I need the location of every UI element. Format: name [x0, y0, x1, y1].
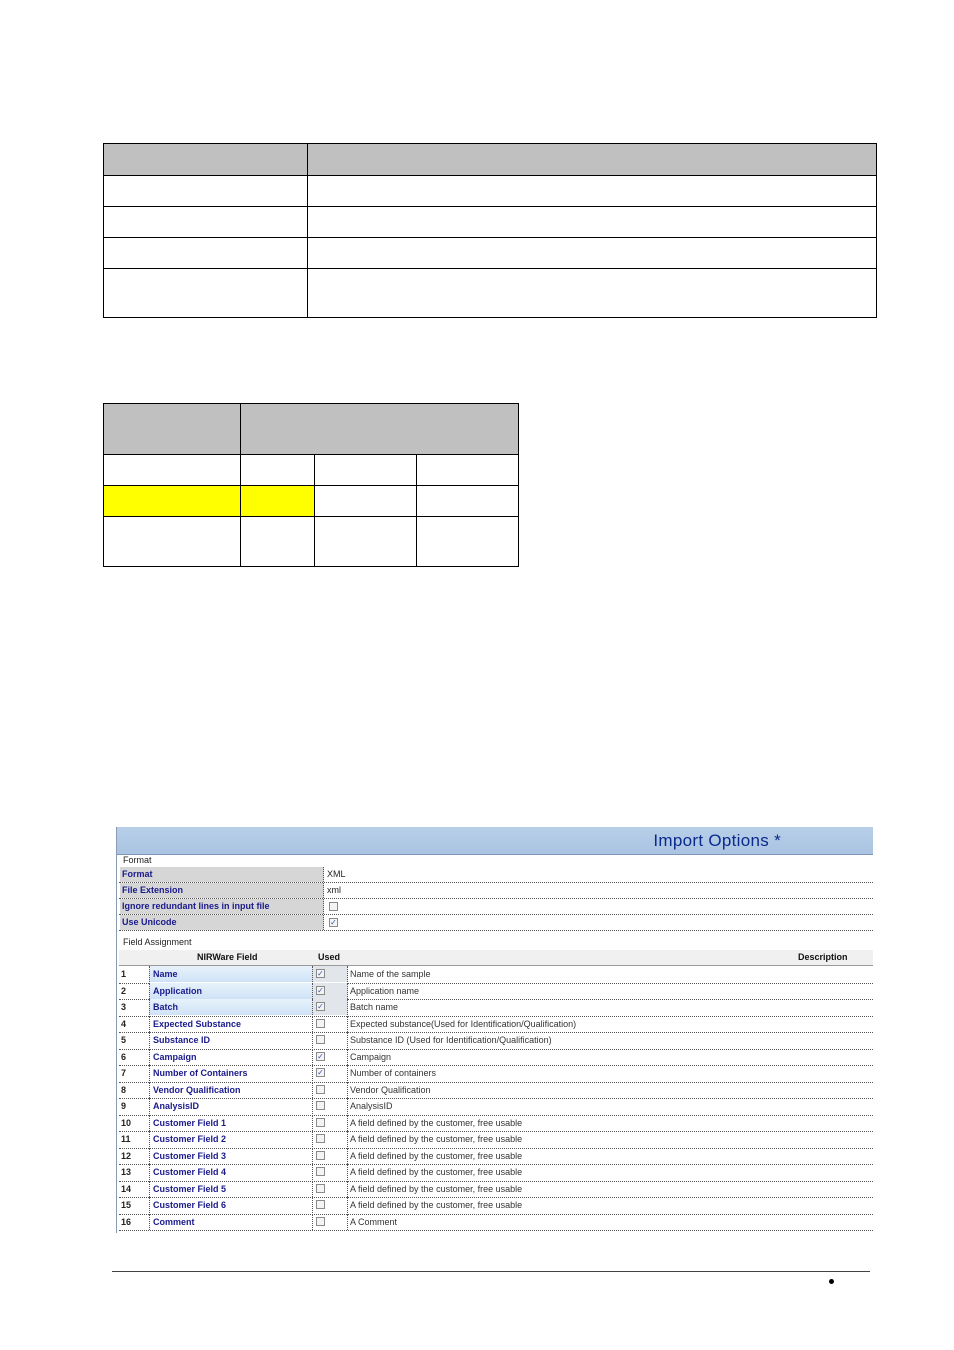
table2-cell	[241, 455, 315, 486]
checkbox-icon[interactable]	[316, 1217, 325, 1226]
field-row-number: 15	[121, 1200, 132, 1210]
field-row[interactable]	[119, 1065, 873, 1083]
field-row-name[interactable]: Expected Substance	[149, 1016, 313, 1032]
table2-cell	[241, 517, 315, 567]
field-row-used-cell	[313, 1016, 348, 1032]
field-row-name[interactable]: Comment	[149, 1214, 313, 1230]
field-row-number: 11	[121, 1134, 131, 1144]
format-row-label: Ignore redundant lines in input file	[120, 899, 324, 914]
format-section-label: Format	[123, 855, 152, 865]
table2-cell	[315, 455, 417, 486]
field-row-description: A field defined by the customer, free usable	[350, 1200, 523, 1210]
table1-cell	[104, 238, 308, 269]
field-row-description: Campaign	[350, 1051, 392, 1062]
table2-cell	[315, 517, 417, 567]
table2-cell	[104, 517, 241, 567]
field-row-description: Expected substance(Used for Identification/Qualification)	[350, 1018, 577, 1029]
table2-header-cell	[104, 404, 241, 455]
field-row-used-cell	[313, 966, 348, 982]
field-assignment-section-label: Field Assignment	[123, 937, 192, 947]
table1-cell	[308, 269, 877, 318]
field-row-number: 5	[121, 1035, 127, 1045]
field-row-used-cell	[313, 1131, 348, 1147]
format-row-label: Use Unicode	[120, 915, 324, 930]
checkbox-icon[interactable]	[316, 1151, 325, 1160]
checkbox-icon[interactable]	[316, 1184, 325, 1193]
column-header-description[interactable]: Description	[798, 952, 848, 962]
field-row-used-cell	[313, 1049, 348, 1065]
field-row-number: 10	[121, 1117, 132, 1128]
column-header-used[interactable]: Used	[318, 952, 341, 962]
checkbox-icon[interactable]: ✓	[317, 1002, 324, 1011]
field-row-number: 1	[121, 969, 127, 979]
table1-cell	[104, 207, 308, 238]
format-row-value[interactable]: XML	[327, 869, 346, 879]
checkbox-icon[interactable]	[329, 902, 338, 911]
field-row-description: Name of the sample	[350, 969, 431, 979]
field-row-name[interactable]: Application	[149, 983, 313, 999]
table2-cell	[104, 455, 241, 486]
table1-cell	[308, 207, 877, 238]
field-row-used-cell	[313, 1214, 348, 1230]
field-row-description: A field defined by the customer, free usable	[350, 1183, 523, 1194]
column-header-nirware-field[interactable]: NIRWare Field	[197, 952, 258, 962]
field-row[interactable]	[119, 1164, 873, 1182]
checkbox-icon[interactable]	[316, 1085, 325, 1094]
field-row-description: Batch name	[350, 1002, 399, 1012]
field-row-name[interactable]: Customer Field 6	[149, 1197, 313, 1213]
field-row-description: A field defined by the customer, free usable	[350, 1150, 523, 1161]
format-row-label: Format	[120, 867, 324, 882]
field-row-description: Vendor Qualification	[350, 1084, 431, 1095]
table2-cell	[417, 455, 519, 486]
field-row-used-cell	[313, 1082, 348, 1098]
table1-cell	[104, 176, 308, 207]
field-row-used-cell	[313, 999, 348, 1015]
checkbox-icon[interactable]: ✓	[317, 1051, 324, 1061]
checkbox-icon[interactable]	[316, 1167, 325, 1176]
checkbox-icon[interactable]: ✓	[317, 985, 324, 995]
field-row[interactable]	[119, 1049, 873, 1067]
field-row-name[interactable]: Number of Containers	[149, 1065, 313, 1081]
table2-highlight-cell	[104, 486, 241, 517]
format-row	[119, 867, 873, 883]
field-row[interactable]	[119, 1115, 873, 1133]
field-row-used-cell	[313, 1032, 348, 1048]
checkbox-icon[interactable]	[316, 1019, 325, 1028]
checkbox-icon[interactable]	[316, 1101, 325, 1110]
field-row-description: A Comment	[350, 1216, 398, 1227]
table2-cell	[315, 486, 417, 517]
checkbox-icon[interactable]: ✓	[317, 969, 324, 978]
format-row	[119, 899, 873, 915]
checkbox-icon[interactable]: ✓	[317, 1068, 324, 1077]
field-row[interactable]	[119, 983, 873, 1001]
field-row-number: 4	[121, 1018, 127, 1029]
field-row-used-cell	[313, 1065, 348, 1081]
field-row-description: A field defined by the customer, free usable	[350, 1167, 523, 1177]
field-row-used-cell	[313, 1098, 348, 1114]
field-row-used-cell	[313, 1164, 348, 1180]
checkbox-icon[interactable]	[316, 1134, 325, 1143]
field-row[interactable]	[119, 966, 873, 984]
footer-rule	[112, 1271, 870, 1272]
format-row	[119, 915, 873, 931]
format-row-label: File Extension	[120, 883, 324, 898]
format-row	[119, 883, 873, 899]
field-row-name[interactable]: Substance ID	[149, 1032, 313, 1048]
field-row-used-cell	[313, 1181, 348, 1197]
field-row[interactable]	[119, 1148, 873, 1166]
field-row-number: 13	[121, 1167, 132, 1177]
field-row[interactable]	[119, 1214, 873, 1232]
field-row-name[interactable]: Vendor Qualification	[149, 1082, 313, 1098]
field-assignment-header	[119, 950, 873, 966]
checkbox-icon[interactable]: ✓	[330, 918, 337, 927]
field-row-name[interactable]: Customer Field 5	[149, 1181, 313, 1197]
field-row-description: Substance ID (Used for Identification/Qualification)	[350, 1035, 552, 1045]
table1-cell	[104, 269, 308, 318]
field-row-number: 12	[121, 1150, 132, 1161]
field-row-name[interactable]: AnalysisID	[149, 1098, 313, 1114]
field-row-description: A field defined by the customer, free usable	[350, 1117, 523, 1128]
document-table-1	[103, 143, 877, 318]
field-row[interactable]	[119, 1131, 873, 1149]
field-row[interactable]	[119, 1082, 873, 1100]
field-row[interactable]	[119, 1098, 873, 1116]
table2-cell	[417, 517, 519, 567]
field-row[interactable]	[119, 1181, 873, 1199]
table2-cell	[417, 486, 519, 517]
field-row-number: 14	[121, 1183, 132, 1194]
table2-header-cell	[241, 404, 519, 455]
bullet-icon	[829, 1279, 834, 1284]
field-row-name[interactable]: Name	[149, 966, 313, 982]
field-row-name[interactable]: Customer Field 4	[149, 1164, 313, 1180]
table1-header-cell	[104, 144, 308, 176]
field-row-used-cell	[313, 1115, 348, 1131]
field-row-number: 6	[121, 1051, 127, 1062]
field-row-number: 3	[121, 1002, 127, 1012]
field-row[interactable]	[119, 1032, 873, 1050]
field-row-number: 2	[121, 985, 127, 996]
checkbox-icon[interactable]	[316, 1118, 325, 1127]
field-row-used-cell	[313, 1197, 348, 1213]
field-row-number: 16	[121, 1216, 132, 1227]
field-row-name[interactable]: Campaign	[149, 1049, 313, 1065]
format-row-value[interactable]: xml	[327, 885, 341, 895]
field-row-used-cell	[313, 983, 348, 999]
field-row-description: A field defined by the customer, free usable	[350, 1134, 523, 1144]
field-row-description: AnalysisID	[350, 1101, 393, 1111]
import-options-panel	[116, 827, 873, 1233]
field-row-description: Number of containers	[350, 1068, 437, 1078]
import-options-title-bar	[117, 827, 873, 855]
field-row-used-cell	[313, 1148, 348, 1164]
field-row-name[interactable]: Batch	[149, 999, 313, 1015]
table1-header-cell	[308, 144, 877, 176]
field-row-number: 8	[121, 1084, 127, 1095]
table2-highlight-cell	[241, 486, 315, 517]
import-options-title: Import Options *	[653, 831, 781, 850]
field-row[interactable]	[119, 1016, 873, 1034]
field-row[interactable]	[119, 1197, 873, 1215]
field-row-name[interactable]: Customer Field 2	[149, 1131, 313, 1147]
field-row[interactable]	[119, 999, 873, 1017]
field-row-name[interactable]: Customer Field 3	[149, 1148, 313, 1164]
document-table-2	[103, 403, 519, 567]
field-row-number: 7	[121, 1068, 127, 1078]
field-row-description: Application name	[350, 985, 420, 996]
table1-cell	[308, 176, 877, 207]
checkbox-icon[interactable]	[316, 1200, 325, 1209]
field-row-name[interactable]: Customer Field 1	[149, 1115, 313, 1131]
table1-cell	[308, 238, 877, 269]
field-row-number: 9	[121, 1101, 127, 1111]
checkbox-icon[interactable]	[316, 1035, 325, 1044]
